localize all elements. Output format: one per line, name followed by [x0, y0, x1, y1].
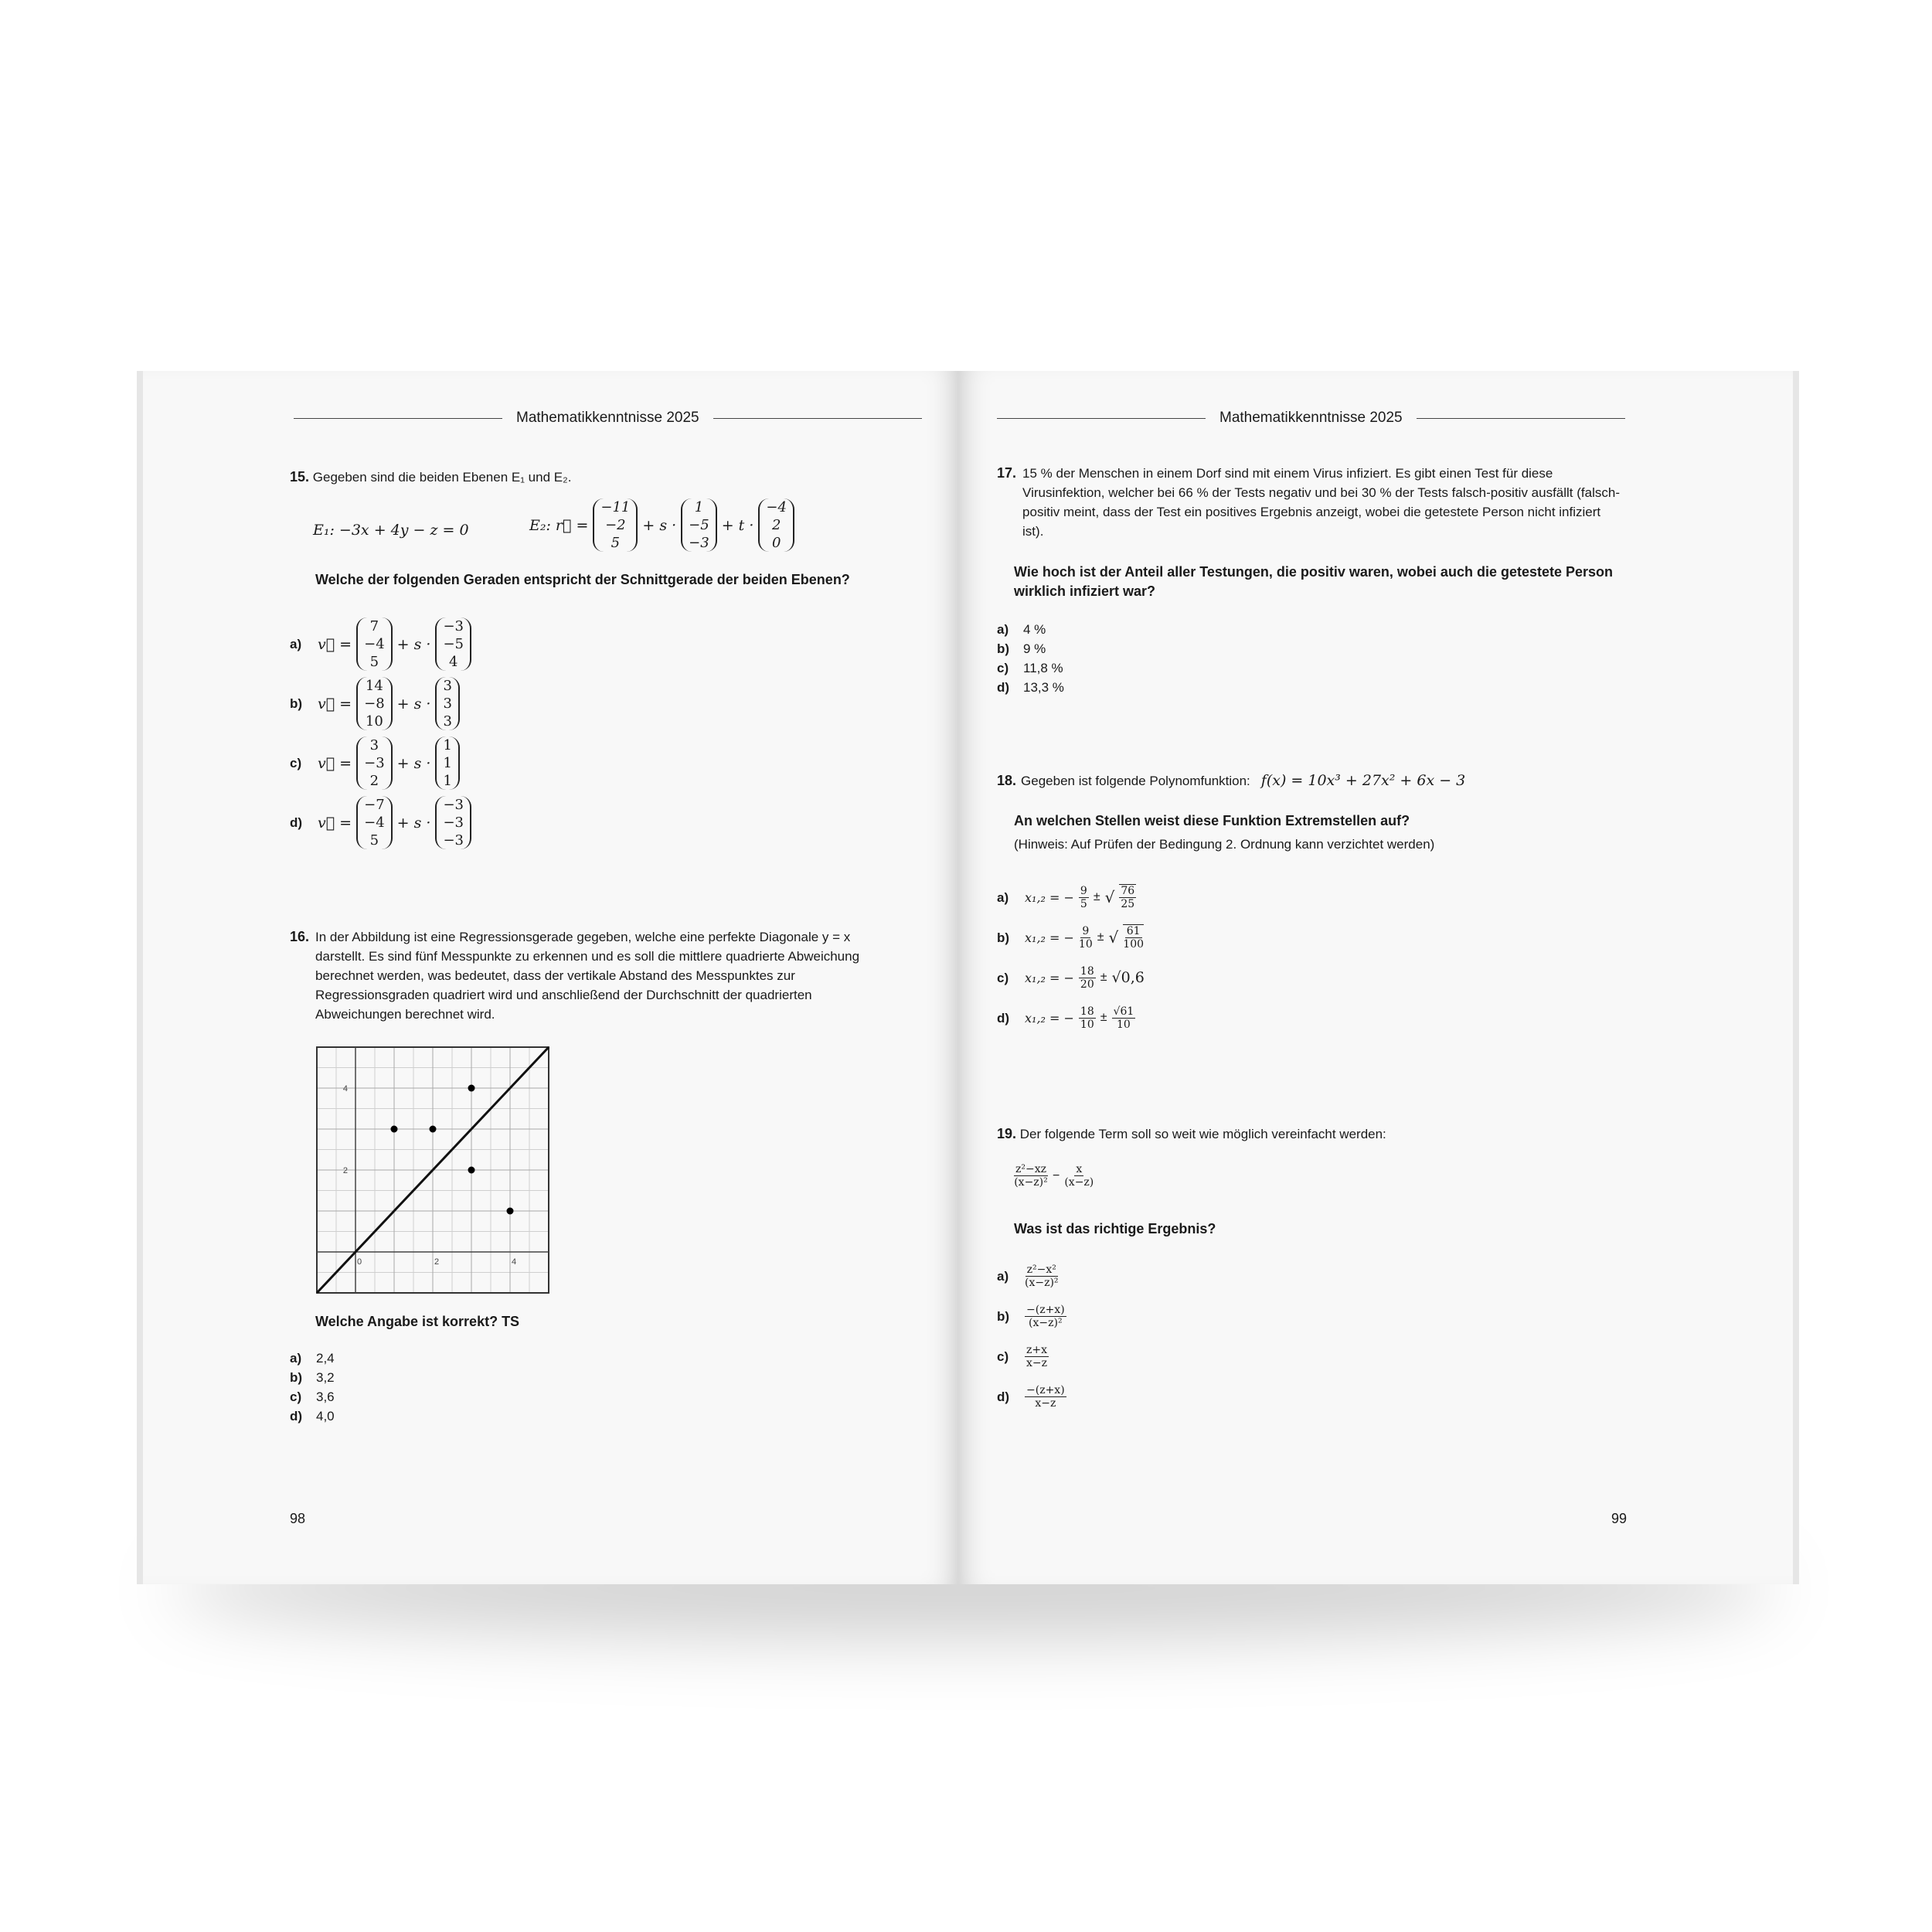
vector-label: v⃗ =	[318, 754, 352, 772]
q16-number: 16.	[290, 929, 310, 944]
q18-option-d[interactable]: d) x₁,₂ = − $\frac{18}{10}$ ± $\frac{√61}{10}$	[997, 1005, 1134, 1031]
minus: −	[1053, 1168, 1060, 1182]
q19-option-b[interactable]: b) $\frac{-(z+x)}{\text{(x−z)²}}$	[997, 1303, 1065, 1329]
q19-option-d[interactable]: d) $\frac{-(z+x)}{x-z}$	[997, 1383, 1065, 1410]
q15-option-c[interactable]	[290, 733, 471, 793]
q19-text: Der folgende Term soll so weit wie möglich vereinfacht werden:	[1019, 1127, 1386, 1141]
fraction: $\frac{√61}{10}$	[1113, 1005, 1134, 1031]
q18-option-c[interactable]: c) x₁,₂ = − $\frac{18}{20}$ ± √0,6	[997, 964, 1145, 991]
left-running-header	[294, 410, 922, 427]
vector-label: v⃗ =	[318, 635, 352, 653]
y-tick-label: 4	[342, 1084, 348, 1094]
y-tick-label: 2	[342, 1166, 348, 1175]
page-number-left: 98	[290, 1511, 306, 1526]
q15-question: Welche der folgenden Geraden entspricht der Schnittgerade der beiden Ebenen?	[315, 572, 850, 587]
header-title: Mathematikkenntnisse 2025	[1219, 410, 1403, 426]
x-label: x₁,₂ = −	[1025, 889, 1074, 905]
vec-entry: −4	[766, 499, 787, 515]
plus-s: + s ·	[642, 516, 677, 534]
q15-plane-e1: E₁: −3x + 4y − z = 0	[313, 522, 469, 539]
q19-term	[1014, 1163, 1094, 1189]
q18-option-b[interactable]: b) x₁,₂ = − $\frac{9}{10}$ ± √ $\frac{61}{100}$	[997, 924, 1145, 951]
fraction: $\frac{18}{20}$	[1080, 964, 1094, 991]
q18-option-a[interactable]: a) x₁,₂ = − $\frac{9}{5}$ ± √ $\frac{76}{25}$	[997, 884, 1135, 910]
q19-question: Was ist das richtige Ergebnis?	[1014, 1221, 1216, 1236]
q15-option-b[interactable]	[290, 674, 471, 733]
data-point	[391, 1126, 398, 1133]
q15-option-d[interactable]	[290, 793, 471, 852]
vec-entry: −5	[689, 517, 709, 533]
q16-options	[290, 1349, 335, 1426]
header-rule	[294, 418, 502, 419]
fraction: $\frac{18}{10}$	[1080, 1005, 1094, 1031]
q17-option-c[interactable]: c) 11,8 %	[997, 661, 1063, 675]
option-label: b)	[290, 696, 303, 711]
q16-option-a[interactable]: a) 2,4	[290, 1351, 335, 1366]
q15-number: 15.	[290, 469, 310, 485]
option-point-vector: 7 −4 5	[356, 617, 393, 671]
q17-option-a[interactable]: a) 4 %	[997, 622, 1046, 637]
q17-option-d[interactable]: d) 13,3 %	[997, 680, 1064, 695]
data-point	[507, 1208, 514, 1215]
header-title: Mathematikkenntnisse 2025	[516, 410, 699, 426]
q17-number: 17.	[997, 465, 1017, 481]
q18-intro-text: Gegeben ist folgende Polynomfunktion:	[1021, 774, 1250, 788]
fraction: $\frac{9}{10}$	[1078, 924, 1093, 951]
option-direction-vector: −3 −3 −3	[435, 796, 471, 849]
q17-question: Wie hoch ist der Anteil aller Testungen, die positiv waren, wobei auch die getestete Person wirklich infiziert war?	[1014, 564, 1614, 599]
header-rule	[1417, 418, 1625, 419]
vec-entry: −3	[689, 535, 709, 551]
option-label: a)	[290, 637, 302, 651]
fraction: $\frac{76}{25}$	[1121, 885, 1135, 910]
option-direction-vector: 3 3 3	[435, 677, 459, 730]
option-direction-vector: 1 1 1	[435, 736, 459, 790]
plus-minus: ±	[1093, 890, 1100, 903]
option-label: d)	[290, 815, 303, 830]
x-tick-label: 2	[434, 1257, 440, 1267]
q15-intro	[290, 468, 571, 487]
data-point	[468, 1167, 475, 1174]
plus-s: + s ·	[396, 695, 431, 713]
q16-text-block	[290, 927, 900, 1024]
e2-label: E₂: r⃗ =	[529, 516, 589, 534]
fraction: $\frac{x}{(x-z)}$	[1064, 1163, 1094, 1189]
plus-minus: ±	[1100, 971, 1107, 984]
q15-intro-text: Gegeben sind die beiden Ebenen E₁ und E₂.	[312, 470, 572, 485]
q16-option-c[interactable]: c) 3,6	[290, 1389, 335, 1404]
x-tick-label: 4	[512, 1257, 517, 1267]
vec-entry: 0	[771, 535, 781, 551]
q15-option-a[interactable]	[290, 614, 471, 674]
q16-question: Welche Angabe ist korrekt? TS	[315, 1314, 520, 1329]
fraction: $\frac{61}{100}$	[1123, 925, 1145, 951]
vec-entry: 5	[611, 535, 621, 551]
vec-entry: −2	[605, 517, 626, 533]
q18-options	[997, 877, 1145, 1038]
data-point	[430, 1126, 437, 1133]
fraction: $\frac{-(z+x)}{\text{(x−z)²}}$	[1026, 1303, 1065, 1329]
plus-s: + s ·	[396, 635, 431, 653]
q16-option-b[interactable]: b) 3,2	[290, 1370, 335, 1385]
vec-entry: −11	[600, 499, 631, 515]
option-point-vector: 14 −8 10	[356, 677, 393, 730]
e2-t-vector	[758, 498, 794, 552]
header-rule	[997, 418, 1206, 419]
plus-s: + s ·	[396, 814, 431, 832]
q17-option-b[interactable]: b) 9 %	[997, 641, 1046, 656]
q15-options	[290, 614, 471, 852]
q19-intro	[997, 1124, 1386, 1144]
plus-minus: ±	[1097, 930, 1104, 944]
q19-number: 19.	[997, 1126, 1017, 1141]
fraction: $\frac{-(z+x)}{x-z}$	[1026, 1383, 1065, 1410]
plus-minus: ±	[1100, 1011, 1107, 1024]
vec-entry: 1	[694, 499, 704, 515]
sqrt-icon: √	[1108, 928, 1119, 947]
x-tick-label: 0	[357, 1257, 362, 1267]
x-label: x₁,₂ = −	[1025, 1010, 1074, 1026]
q18-intro	[997, 771, 1465, 791]
option-direction-vector: −3 −5 4	[435, 617, 471, 671]
fraction: $\frac{z+x}{x-z}$	[1026, 1343, 1048, 1369]
fraction: $\frac{9}{5}$	[1080, 884, 1087, 910]
fraction: $\frac{\text{z²−x²}}{\text{(x−z)²}}$	[1025, 1263, 1059, 1289]
q18-function: f(x) = 10x³ + 27x² + 6x − 3	[1260, 772, 1466, 789]
data-point	[468, 1085, 475, 1092]
vector-label: v⃗ =	[318, 814, 352, 832]
q16-text: In der Abbildung ist eine Regressionsgerade gegeben, welche eine perfekte Diagonale y = x darstellt. Es sind fünf Messpunkte zu erkennen und es soll die mittlere quadrierte Abweichung berechnet werden, was bedeutet, dass der vertikale Abstand des Messpunktes zur Regressionsgraden quadriert wird und anschließend der Durchschnitt der quadrierten Abweichungen berechnet wird.	[315, 930, 860, 1022]
regression-chart	[315, 1046, 551, 1294]
q19-options	[997, 1256, 1066, 1417]
e2-s-vector	[681, 498, 717, 552]
q18-hint: (Hinweis: Auf Prüfen der Bedingung 2. Ordnung kann verzichtet werden)	[1014, 837, 1435, 852]
q17-text: 15 % der Menschen in einem Dorf sind mit einem Virus infiziert. Es gibt einen Test für diese Virusinfektion, welcher bei 66 % der Tests negativ und bei 30 % der Tests falsch-positiv ausfällt (falsch-positiv meint, dass der Test ein positives Ergebnis anzeigt, wobei die getestete Person nicht infiziert ist).	[1022, 466, 1620, 539]
q16-option-d[interactable]: d) 4,0	[290, 1409, 335, 1423]
page-number-right: 99	[1611, 1511, 1628, 1526]
q17-options	[997, 620, 1064, 697]
option-label: c)	[290, 756, 302, 770]
q19-option-c[interactable]: c) $\frac{z+x}{x-z}$	[997, 1343, 1048, 1369]
plus-t: + t ·	[721, 516, 754, 534]
x-label: x₁,₂ = −	[1025, 970, 1074, 985]
option-point-vector: 3 −3 2	[356, 736, 393, 790]
x-label: x₁,₂ = −	[1025, 930, 1074, 945]
q17-text-block	[997, 464, 1623, 541]
q19-option-a[interactable]: a) $\frac{\text{z²−x²}}{\text{(x−z)²}}$	[997, 1263, 1059, 1289]
root-value: √0,6	[1111, 969, 1145, 986]
header-rule	[713, 418, 922, 419]
e2-point-vector	[593, 498, 638, 552]
q18-question: An welchen Stellen weist diese Funktion Extremstellen auf?	[1014, 813, 1410, 828]
sqrt-icon: √	[1104, 888, 1115, 906]
q15-plane-e2	[529, 498, 794, 552]
q18-number: 18.	[997, 773, 1017, 788]
plus-s: + s ·	[396, 754, 431, 772]
vector-label: v⃗ =	[318, 695, 352, 713]
right-running-header	[997, 410, 1625, 427]
fraction: $\frac{\text{z²−xz}}{\text{(x−z)²}}$	[1014, 1163, 1048, 1189]
option-point-vector: −7 −4 5	[356, 796, 393, 849]
vec-entry: 2	[771, 517, 781, 533]
